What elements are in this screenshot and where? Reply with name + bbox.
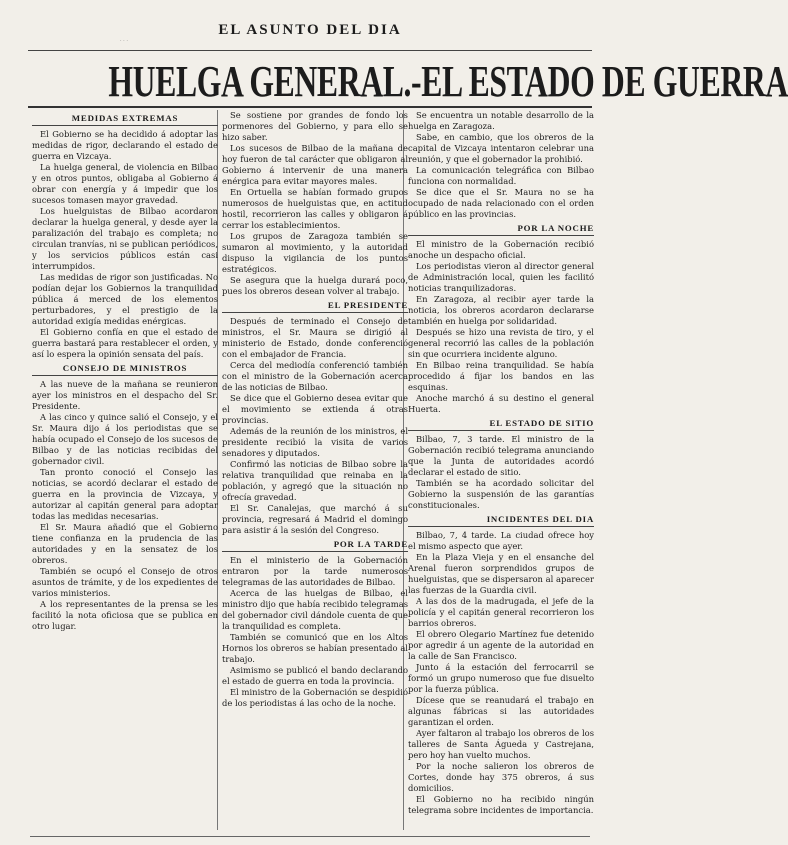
article-paragraph: La comunicación telegráfica con Bilbao funciona con normalidad. (408, 165, 594, 186)
section-title: EL ASUNTO DEL DIA (218, 22, 402, 38)
article-paragraph: Dícese que se reanudará el trabajo en algunas fábricas si las autoridades garantizan el orden. (408, 695, 594, 727)
article-paragraph: En el ministerio de la Gobernación entraron por la tarde numerosos telegramas de las autoridades de Bilbao. (222, 555, 408, 587)
subhead-incidentes-del-dia: INCIDENTES DEL DIA (408, 514, 594, 527)
article-paragraph: Se encuentra un notable desarrollo de la huelga en Zaragoza. (408, 110, 594, 131)
headline-rule (28, 106, 592, 108)
subhead-el-presidente: EL PRESIDENTE (222, 300, 408, 313)
subhead-consejo-de-ministros: CONSEJO DE MINISTROS (32, 363, 218, 376)
article-paragraph: También se ocupó el Consejo de otros asuntos de trámite, y de los expedientes de varios ministerios. (32, 566, 218, 598)
article-paragraph: Tan pronto conoció el Consejo las noticias, se acordó declarar el estado de guerra en la provincia de Vizcaya, y autorizar al capitán general para adoptar todas las medidas necesarias. (32, 467, 218, 521)
subhead-medidas-extremas: MEDIDAS EXTREMAS (32, 113, 218, 126)
article-paragraph: Acerca de las huelgas de Bilbao, el ministro dijo que había recibido telegramas del gobernador civil dándole cuenta de que la tranquilidad es completa. (222, 588, 408, 631)
column-3 (408, 110, 594, 834)
article-paragraph: Después de terminado el Consejo de ministros, el Sr. Maura se dirigió al ministerio de Estado, donde conferenció con el embajador de Francia. (222, 316, 408, 359)
article-paragraph: Se dice que el Gobierno desea evitar que el movimiento se extienda á otras provincias. (222, 393, 408, 425)
article-paragraph: Asimismo se publicó el bando declarando el estado de guerra en toda la provincia. (222, 665, 408, 686)
article-paragraph: Bilbao, 7, 4 tarde. La ciudad ofrece hoy el mismo aspecto que ayer. (408, 530, 594, 551)
article-paragraph: Se dice que el Sr. Maura no se ha ocupado de nada relacionado con el orden público en las provincias. (408, 187, 594, 219)
article-paragraph: Confirmó las noticias de Bilbao sobre la relativa tranquilidad que reinaba en la población, y agregó que la situación no ofrecía gravedad. (222, 459, 408, 502)
article-paragraph: El obrero Olegario Martínez fue detenido por agredir á un agente de la autoridad en la calle de San Francisco. (408, 629, 594, 661)
article-paragraph: Los grupos de Zaragoza también se sumaron al movimiento, y la autoridad dispuso la vigilancia de los puntos estratégicos. (222, 231, 408, 274)
article-paragraph: El Gobierno no ha recibido ningún telegrama sobre incidentes de importancia. (408, 794, 594, 815)
article-paragraph: El Gobierno se ha decidido á adoptar las medidas de rigor, declarando el estado de guerra en Vizcaya. (32, 129, 218, 161)
article-paragraph: El Sr. Maura añadió que el Gobierno tiene confianza en la prudencia de las autoridades y en la sensatez de los obreros. (32, 522, 218, 565)
top-rule (28, 50, 592, 51)
article-paragraph: Después se hizo una revista de tiro, y el general recorrió las calles de la población sin que ocurriera incidente alguno. (408, 327, 594, 359)
subhead-por-la-tarde: POR LA TARDE (222, 539, 408, 552)
article-paragraph: A las dos de la madrugada, el jefe de la policía y el capitán general recorrieron los barrios obreros. (408, 596, 594, 628)
article-paragraph: Se sostiene por grandes de fondo los pormenores del Gobierno, y para ello se hizo saber. (222, 110, 408, 142)
article-paragraph: El Gobierno confía en que el estado de guerra bastará para restablecer el orden, y así lo espera la opinión sensata del país. (32, 327, 218, 359)
article-paragraph: Anoche marchó á su destino el general Huerta. (408, 393, 594, 414)
article-paragraph: Bilbao, 7, 3 tarde. El ministro de la Gobernación recibió telegrama anunciando que la Junta de autoridades acordó declarar el estado de sitio. (408, 434, 594, 477)
article-paragraph: Cerca del mediodía conferenció también con el ministro de la Gobernación acerca de las noticias de Bilbao. (222, 360, 408, 392)
article-paragraph: Los sucesos de Bilbao de la mañana de hoy fueron de tal carácter que obligaron al Gobierno á intervenir de una manera enérgica para evitar mayores males. (222, 143, 408, 186)
article-paragraph: Por la noche salieron los obreros de Cortes, donde hay 375 obreros, á sus domicilios. (408, 761, 594, 793)
article-paragraph: Los huelguistas de Bilbao acordaron declarar la huelga general, y desde ayer la paralización del trabajo es completa; no circulan tranvías, ni se publican periódicos, y los servicios públicos están casi interrumpidos. (32, 206, 218, 271)
article-paragraph: También se comunicó que en los Altos Hornos los obreros se habían presentado al trabajo. (222, 632, 408, 664)
article-paragraph: En Ortuella se habían formado grupos numerosos de huelguistas que, en actitud hostil, recorrieron las calles y obligaron á cerrar los establecimientos. (222, 187, 408, 230)
column-1 (32, 110, 218, 834)
article-paragraph: Las medidas de rigor son justificadas. No podían dejar los Gobiernos la tranquilidad pública á merced de los elementos perturbadores, y el prestigio de la autoridad exigía medidas enérgicas. (32, 272, 218, 326)
article-paragraph: A los representantes de la prensa se les facilitó la nota oficiosa que se publica en otro lugar. (32, 599, 218, 631)
article-paragraph: También se ha acordado solicitar del Gobierno la suspensión de las garantías constitucionales. (408, 478, 594, 510)
headline: HUELGA GENERAL.-EL ESTADO DE GUERRA (108, 57, 788, 106)
subhead-el-estado-de-sitio: EL ESTADO DE SITIO (408, 418, 594, 431)
article-paragraph: Ayer faltaron al trabajo los obreros de los talleres de Santa Águeda y Castrejana, pero hoy han vuelto muchos. (408, 728, 594, 760)
subhead-por-la-noche: POR LA NOCHE (408, 223, 594, 236)
column-2 (222, 110, 408, 834)
article-paragraph: Sabe, en cambio, que los obreros de la capital de Vizcaya intentaron celebrar una reunión, y que el gobernador la prohibió. (408, 132, 594, 164)
bottom-rule (30, 836, 590, 837)
article-paragraph: En Bilbao reina tranquilidad. Se había procedido á fijar los bandos en las esquinas. (408, 360, 594, 392)
article-paragraph: Junto á la estación del ferrocarril se formó un grupo numeroso que fue disuelto por la fuerza pública. (408, 662, 594, 694)
article-paragraph: La huelga general, de violencia en Bilbao y en otros puntos, obligaba al Gobierno á obrar con energía y á impedir que los sucesos tomasen mayor gravedad. (32, 162, 218, 205)
article-paragraph: El ministro de la Gobernación se despidió de los periodistas á las ocho de la noche. (222, 687, 408, 708)
article-paragraph: A las cinco y quince salió el Consejo, y el Sr. Maura dijo á los periodistas que se había ocupado el Consejo de los sucesos de Bilbao y de las noticias recibidas del gobernador civil. (32, 412, 218, 466)
article-paragraph: El Sr. Canalejas, que marchó á su provincia, regresará á Madrid el domingo para asistir á la sesión del Congreso. (222, 503, 408, 535)
article-paragraph: A las nueve de la mañana se reunieron ayer los ministros en el despacho del Sr. Presidente. (32, 379, 218, 411)
corner-mark: · · · (120, 38, 128, 44)
article-paragraph: Los periodistas vieron al director general de Administración local, quien les facilitó noticias tranquilizadoras. (408, 261, 594, 293)
article-paragraph: Se asegura que la huelga durará poco, pues los obreros desean volver al trabajo. (222, 275, 408, 296)
article-paragraph: En la Plaza Vieja y en el ensanche del Arenal fueron sorprendidos grupos de huelguistas, que se dispersaron al aparecer las fuerzas de la Guardia civil. (408, 552, 594, 595)
article-paragraph: El ministro de la Gobernación recibió anoche un despacho oficial. (408, 239, 594, 260)
article-paragraph: En Zaragoza, al recibir ayer tarde la noticia, los obreros acordaron declararse también en huelga por solidaridad. (408, 294, 594, 326)
article-paragraph: Además de la reunión de los ministros, el presidente recibió la visita de varios senadores y diputados. (222, 426, 408, 458)
